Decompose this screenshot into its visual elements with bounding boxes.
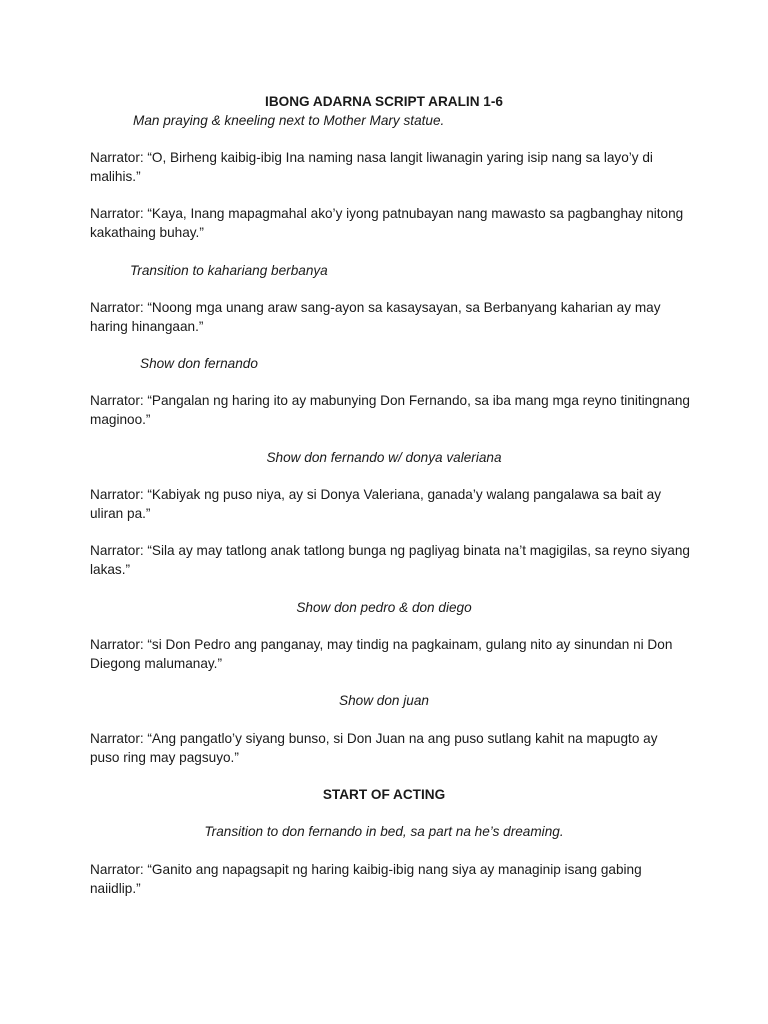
narrator-line: Narrator: “si Don Pedro ang panganay, may tindig na pagkainam, gulang nito ay sinundan ni Don Diegong malumanay.” — [90, 637, 673, 671]
stage-direction: Show don juan — [339, 693, 429, 708]
narrator-line: Narrator: “Pangalan ng haring ito ay mabunying Don Fernando, sa iba mang mga reyno tinitingnang maginoo.” — [90, 393, 690, 427]
stage-direction: Man praying & kneeling next to Mother Mary statue. — [133, 113, 445, 128]
narrator-line: Narrator: “Ang pangatlo’y siyang bunso, si Don Juan na ang puso sutlang kahit na mapugto ay puso ring may pagsuyo.” — [90, 731, 658, 765]
narrator-line: Narrator: “Kaya, Inang mapagmahal ako’y iyong patnubayan nang mawasto sa pagbanghay nitong kakathaing buhay.” — [90, 206, 684, 240]
narrator-line: Narrator: “O, Birheng kaibig-ibig Ina naming nasa langit liwanagin yaring isip nang sa layo’y di malihis.” — [90, 150, 653, 184]
narrator-line: Narrator: “Ganito ang napagsapit ng haring kaibig-ibig nang siya ay managinip isang gabing naiidlip.” — [90, 862, 642, 896]
narrator-line: Narrator: “Sila ay may tatlong anak tatlong bunga ng pagliyag binata na’t magigilas, sa reyno siyang lakas.” — [90, 543, 690, 577]
narrator-line: Narrator: “Noong mga unang araw sang-ayon sa kasaysayan, sa Berbanyang kaharian ay may haring hinangaan.” — [90, 300, 661, 334]
stage-direction: Show don fernando w/ donya valeriana — [266, 450, 502, 465]
stage-direction: Show don fernando — [140, 356, 258, 371]
document-title: IBONG ADARNA SCRIPT ARALIN 1-6 — [265, 94, 503, 109]
stage-direction: Transition to don fernando in bed, sa part na he’s dreaming. — [204, 824, 564, 839]
stage-direction: Transition to kahariang berbanya — [130, 263, 328, 278]
narrator-line: Narrator: “Kabiyak ng puso niya, ay si Donya Valeriana, ganada’y walang pangalawa sa bait ay uliran pa.” — [90, 487, 662, 521]
stage-direction: Show don pedro & don diego — [296, 600, 472, 615]
section-heading: START OF ACTING — [322, 787, 446, 802]
